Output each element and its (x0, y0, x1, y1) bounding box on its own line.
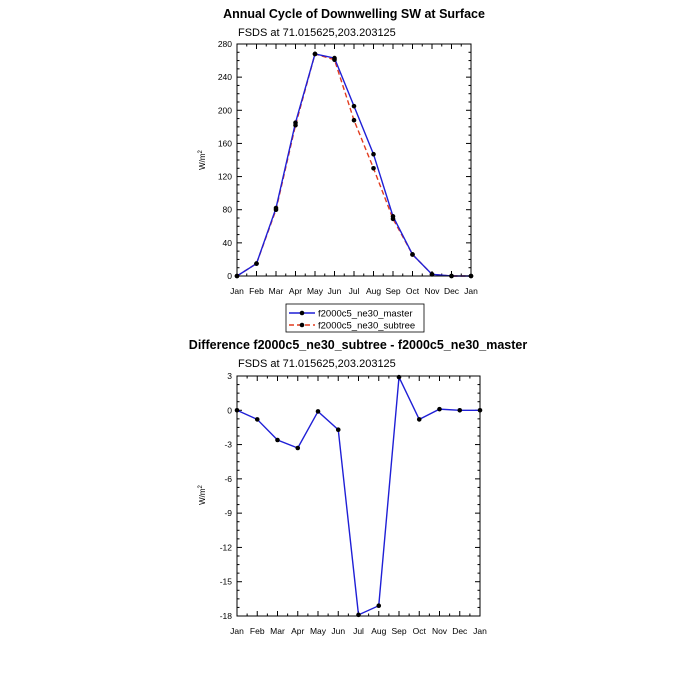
top-chart (198, 7, 485, 296)
bottom-ytick-label: 3 (227, 371, 232, 381)
top-xtick-label: Jun (327, 286, 342, 296)
top-xtick-label: May (306, 286, 324, 296)
svg-text:W/m2 (198, 149, 207, 169)
top-chart-ylabel (198, 149, 207, 169)
top-chart-frame (237, 44, 471, 276)
top-point-1 (410, 252, 415, 257)
top-point-1 (352, 118, 357, 123)
top-xtick-label: Jan (464, 286, 478, 296)
svg-text:W/m2 (198, 484, 207, 504)
bottom-chart-ylabel (198, 484, 207, 504)
bottom-ylabel-sup: 2 (198, 485, 204, 489)
top-series-line-0 (237, 54, 471, 276)
bottom-xtick-label: Oct (412, 626, 426, 636)
top-point-1 (391, 217, 396, 222)
bottom-chart-frame (237, 376, 480, 616)
top-xtick-label: Aug (365, 286, 382, 296)
bottom-chart-title: Difference f2000c5_ne30_subtree - f2000c5_ne30_master (188, 338, 528, 352)
legend-label-subtree: f2000c5_ne30_subtree (318, 320, 416, 332)
bottom-xtick-label: Nov (431, 626, 448, 636)
bottom-xtick-label: Aug (371, 626, 387, 636)
bottom-xtick-label: May (309, 626, 327, 636)
bottom-chart-subtitle: FSDS at 71.015625,203.203125 (238, 358, 396, 370)
bottom-ytick-label: -6 (224, 473, 232, 484)
top-xtick-label: Nov (424, 286, 440, 296)
top-ytick-label: 160 (217, 138, 232, 149)
bottom-xtick-label: Jul (353, 626, 364, 636)
bottom-xtick-label: Jan (230, 626, 244, 636)
bottom-xtick-label: Mar (270, 626, 285, 636)
legend-marker-subtree (300, 323, 305, 328)
top-chart-subtitle: FSDS at 71.015625,203.203125 (238, 27, 396, 39)
bottom-point-0 (457, 408, 462, 413)
top-ytick-label: 280 (217, 39, 232, 49)
bottom-chart (189, 338, 528, 636)
top-point-1 (293, 123, 298, 128)
top-xtick-label: Sep (385, 286, 401, 296)
bottom-xtick-label: Jan (473, 626, 487, 636)
bottom-xtick-label: Sep (391, 626, 407, 636)
bottom-ytick-label: 0 (227, 405, 232, 416)
bottom-ytick-label: -9 (224, 508, 232, 519)
top-point-1 (313, 52, 318, 57)
legend (286, 304, 424, 332)
bottom-xtick-label: Apr (291, 626, 305, 636)
bottom-chart-series (235, 375, 483, 617)
top-xtick-label: Oct (405, 286, 420, 296)
bottom-point-0 (376, 603, 381, 608)
top-point-1 (332, 57, 337, 62)
top-ylabel-sup: 2 (198, 150, 204, 154)
top-ytick-label: 200 (217, 105, 232, 116)
top-ylabel-text: W/m (198, 153, 207, 170)
top-ytick-label: 240 (217, 72, 232, 83)
bottom-xtick-label: Feb (249, 626, 265, 636)
top-point-1 (371, 166, 376, 171)
bottom-ylabel-text: W/m (198, 488, 207, 505)
top-ytick-label: 0 (227, 271, 232, 281)
top-ytick-label: 80 (222, 204, 232, 215)
top-chart-title: Annual Cycle of Downwelling SW at Surface (223, 7, 485, 21)
bottom-xtick-label: Dec (452, 626, 468, 636)
bottom-ytick-label: -18 (219, 611, 232, 621)
bottom-chart-axes (220, 371, 487, 636)
bottom-point-0 (417, 417, 422, 422)
top-xtick-label: Mar (268, 286, 284, 296)
bottom-point-0 (295, 446, 300, 451)
legend-marker-master (300, 311, 305, 316)
top-xtick-label: Dec (443, 286, 460, 296)
bottom-ytick-label: -3 (224, 439, 232, 450)
bottom-xtick-label: Jun (331, 626, 346, 636)
top-xtick-label: Apr (288, 286, 303, 296)
top-point-0 (371, 152, 376, 157)
bottom-point-0 (255, 417, 260, 422)
top-xtick-label: Feb (249, 286, 264, 296)
bottom-point-0 (336, 427, 341, 432)
top-xtick-label: Jul (348, 286, 360, 296)
top-series-line-1 (237, 54, 471, 276)
bottom-point-0 (275, 438, 280, 443)
top-xtick-label: Jan (230, 286, 244, 296)
top-point-0 (352, 104, 357, 109)
legend-label-master: f2000c5_ne30_master (318, 308, 413, 320)
bottom-ytick-label: -15 (219, 576, 232, 587)
top-ytick-label: 120 (217, 171, 232, 182)
top-ytick-label: 40 (222, 237, 232, 248)
bottom-point-0 (437, 407, 442, 412)
top-chart-axes (218, 39, 478, 296)
top-point-1 (274, 207, 279, 212)
bottom-point-0 (316, 409, 321, 414)
bottom-ytick-label: -12 (219, 542, 232, 553)
top-chart-series (235, 52, 474, 279)
top-point-1 (254, 261, 259, 266)
bottom-series-line-0 (237, 377, 480, 615)
